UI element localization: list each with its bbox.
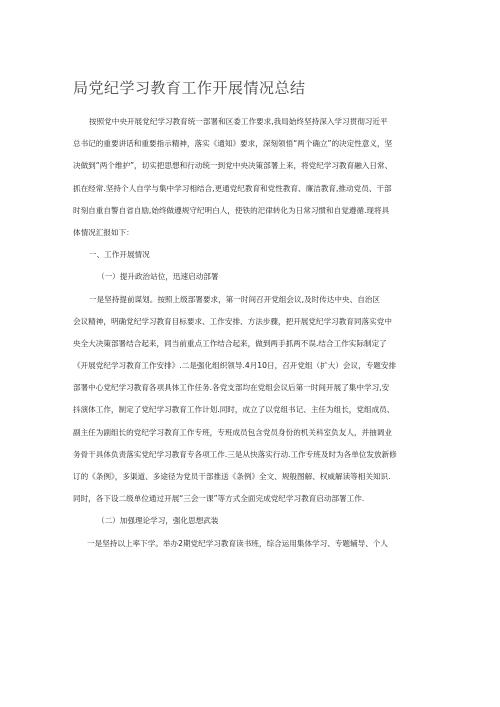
body-line: 一是坚持提前谋划。按照上级部署要求，第一时间召开党组会议,及时传达中央、自治区: [89, 294, 380, 304]
body-line: 一、工作开展情况: [89, 250, 150, 260]
body-line: 抖演体工作，制定了党纪学习教育工作计划.同时，成立了以党组书记、主任为组长，党组成员、: [73, 405, 395, 415]
body-line: 按照党中央开展党纪学习教育统一部署和区委工作要求,我局始终坚持深入学习贯彻习近平: [89, 117, 388, 126]
body-line: 同时，各下设二级单位通过开展“三会一课”等方式全面完成党纪学习教育启动部署工作.: [73, 494, 365, 504]
body-line: 时刻自重自警自省自励,始终做遵规守纪明白人，使铁的汜律转化为日常习惯和自觉遵循.现将具: [73, 205, 390, 215]
document-body: [73, 111, 433, 555]
body-line: 副主任为副组长的党纪学习教育工作专班，专班成员包含党员身份的机关科室负友人，并抽调业: [73, 427, 392, 437]
body-line: 会议精神，明确党纪学习教育目标要求、工作安排、方法步骤，把开展党纪学习教育同落实党中: [73, 316, 392, 326]
body-line: 一是坚持以上率下学。举办2期党纪学习教育读书班，综合运用集体学习、专题辅导、个人: [87, 538, 388, 548]
body-line: 部署中心党纪学习教育各项具体工作任务.各党支部均在党组会议后第一时间开展了集中学习,安: [73, 383, 390, 393]
body-line: 订的《条例》，多渠道、多途径为党员干部推送《条例》全文、规般图解、权威解读等相关知识.: [73, 472, 391, 481]
body-line: （二）加强理论学习，强化思想武装: [97, 516, 219, 526]
body-line: 务骨干具体负责落实党纪学习教育专各项工作.三是从快落实行动.工作专班及时为各单位发放新修: [73, 449, 397, 459]
body-line: 央全大决策部署结合起来，同当前重点工作结合起来，做到两手抓两不误.结合工作实际制定了: [73, 338, 387, 348]
body-line: 总书记的重要讲话和重要指示精神，落实《通知》要求，深刻领悟“两个确立”的决定性意义，坚: [73, 139, 393, 149]
body-line: 抓在经常.坚持个人自学与集中学习相结合,更通党纪教育和党性教育、廉洁教育,推动党员、干部: [73, 183, 392, 193]
body-line: 《开展党纪学习教育工作安排》.二是强化组织领导.4月10日，召开党组（扩大）会议，专题安排: [73, 361, 397, 371]
body-line: （一）提升政治站位，迅速启动部署: [97, 272, 219, 282]
body-line: 决做到“两个维护”，切实把思想和行动统一到党中央决策部署上来，将党纪学习教育融入日常、: [73, 161, 393, 171]
body-line: 体情况汇报如下：: [73, 227, 134, 237]
document-title: 局党纪学习教育工作开展情况总结: [73, 79, 306, 97]
